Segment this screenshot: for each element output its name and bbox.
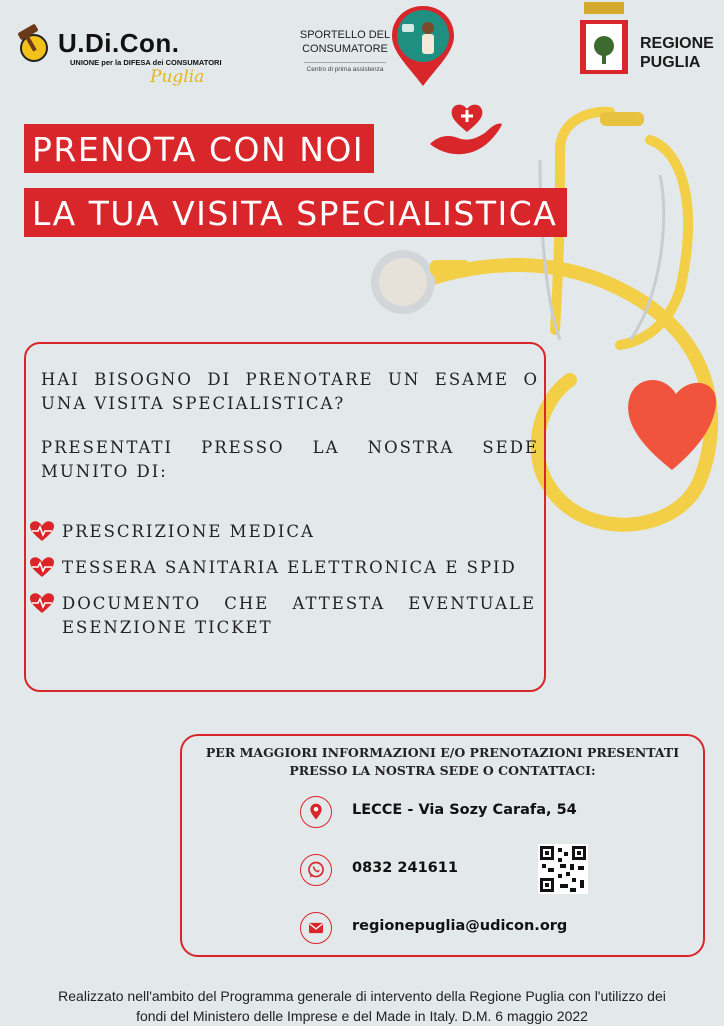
title-line2: LA TUA VISITA SPECIALISTICA xyxy=(24,188,567,237)
requirements-box xyxy=(24,342,546,692)
present-line1: PRESENTATI PRESSO LA NOSTRA SEDE xyxy=(41,438,539,457)
udicon-logo xyxy=(10,22,225,92)
qr-code-icon xyxy=(538,844,588,894)
sportello-title xyxy=(296,28,394,56)
regione-line2: PUGLIA xyxy=(640,54,701,71)
regione-line1: REGIONE xyxy=(640,35,714,52)
udicon-name: U.Di.Con. xyxy=(58,28,180,58)
question-line1: HAI BISOGNO DI PRENOTARE UN ESAME O xyxy=(41,370,539,389)
heartbeat-icon xyxy=(29,520,55,542)
sportello-divider xyxy=(304,62,386,63)
udicon-region: Puglia xyxy=(150,67,205,87)
contact-heading xyxy=(182,744,703,780)
whatsapp-phone-icon xyxy=(300,854,332,886)
footer-credits xyxy=(0,986,724,1026)
present-line2: MUNITO DI: xyxy=(41,462,168,481)
contact-box xyxy=(180,734,705,957)
item-prescrizione: PRESCRIZIONE MEDICA xyxy=(62,522,315,541)
regione-puglia-logo xyxy=(578,0,724,84)
item-documento-line2: ESENZIONE TICKET xyxy=(62,618,273,637)
location-pin-person-icon xyxy=(388,4,458,88)
item-documento-line1: DOCUMENTO CHE ATTESTA EVENTUALE xyxy=(62,594,536,613)
udicon-subtitle: UNIONE per la DIFESA dei CONSUMATORI xyxy=(70,58,222,67)
gavel-badge-icon xyxy=(10,22,58,62)
sportello-subtitle: Centro di prima assistenza xyxy=(306,66,384,73)
item-tessera: TESSERA SANITARIA ELETTRONICA E SPID xyxy=(62,558,517,577)
contact-address: LECCE - Via Sozy Carafa, 54 xyxy=(352,802,577,818)
heartbeat-icon xyxy=(29,556,55,578)
contact-email: regionepuglia@udicon.org xyxy=(352,918,568,934)
title-line1: PRENOTA CON NOI xyxy=(24,124,374,173)
contact-heading-line1: PER MAGGIORI INFORMAZIONI E/O PRENOTAZIONI PRESENTATI xyxy=(205,745,680,760)
sportello-title-line2: CONSUMATORE xyxy=(302,43,388,55)
mail-icon xyxy=(300,912,332,944)
contact-heading-line2: PRESSO LA NOSTRA SEDE O CONTATTACI: xyxy=(289,763,596,778)
footer-line2: fondi del Ministero delle Imprese e del Made in Italy. D.M. 6 maggio 2022 xyxy=(136,1008,588,1024)
question-line2: UNA VISITA SPECIALISTICA? xyxy=(41,394,346,413)
sportello-title-line1: SPORTELLO DEL xyxy=(299,29,391,41)
sportello-logo xyxy=(290,4,460,88)
regione-crest-icon xyxy=(578,0,630,82)
location-pin-icon xyxy=(300,796,332,828)
heartbeat-icon xyxy=(29,592,55,614)
regione-text xyxy=(640,34,714,72)
contact-phone: 0832 241611 xyxy=(352,860,458,876)
footer-line1: Realizzato nell'ambito del Programma generale di intervento della Regione Puglia con l'utilizzo dei xyxy=(58,988,666,1004)
